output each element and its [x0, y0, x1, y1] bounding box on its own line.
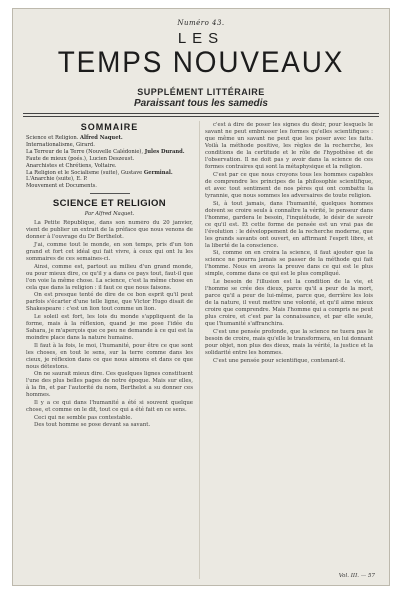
article-paragraph: On ne saurait mieux dire. Ces quelques lignes constituent l'une des plus belles pages de notre époque. Mais sur elles, à la fin, et par l'autorité du nom, Berthelot a su donner ces hommes. — [26, 371, 193, 399]
masthead-rule — [23, 113, 379, 114]
sommaire-rule — [90, 193, 130, 194]
article-paragraph: Des tout homme se pose devant sa savant. — [34, 422, 151, 429]
sommaire-entry-text: Faute de mieux (poés.), Lucien Deszeust. — [26, 155, 135, 162]
newspaper-page — [12, 8, 390, 586]
article-title: SCIENCE ET RELIGION — [52, 198, 167, 210]
article-paragraph: Il faut à la fois, le moi, l'humanité, pour être ce que sont les choses, en tout le sens, sur la terre comme dans les cieux, je réflexion dans ce que nous aimons et dans ce que nous détestons. — [26, 342, 193, 370]
masthead-les: LES — [177, 30, 225, 47]
article-right-column — [205, 122, 373, 580]
sommaire-entry-author: Jules Durand. — [144, 148, 185, 155]
article-paragraph: C'est une pensée pour scientifique, contenant-il. — [213, 357, 346, 364]
sommaire-entry — [26, 156, 193, 163]
sommaire-entry — [26, 142, 193, 149]
article-paragraph: Il y a ce qui dans l'humanité a été si souvent quelque chose, et comme on le dit, tout ce qui a été fait en ce sens. — [26, 399, 193, 413]
article-paragraph: c'est à dire de poser les signes du désir, pour lesquels le savant ne peut embrasser les formes qu'elles scientifiques : que même un savant ne peut que les poser avec les faits. Voilà la méthode positive, les règles de la recherche, les conditions de la certitude et le rôle de l'hypothèse et de l'observation. Il ne doit pas y avoir dans la science de ces formes contraires qui sont la métaphysique et la religion. — [205, 122, 373, 171]
article-paragraph: La Petite République, dans son numéro du 20 janvier, vient de publier un extrait de la préface que nous venons de donner à l'ouvrage du Dr Berthelot. — [26, 220, 193, 241]
sommaire-entry — [26, 163, 193, 170]
article-left-column — [26, 220, 193, 550]
supplement-label: SUPPLÉMENT LITTÉRAIRE — [137, 87, 265, 97]
sommaire-entry — [26, 149, 193, 156]
article-paragraph: Si, à tout jamais, dans l'humanité, quelques hommes doivent se croire seuls à connaître la vérité, le penseur dans l'homme, gardera le besoin, l'inquiétude, le désir de savoir ce qu'il est. Et cette forme de pensée est un vrai pas de l'évolution : le développement de la recherche moderne, que les grands savants ont ouvert, en affirmant l'esprit libre, et la liberté de la conscience. — [205, 200, 373, 249]
sommaire-entry-text: Anarchistes et Chrétiens, Voltaire. — [26, 162, 117, 169]
sommaire-entry-text: L'Anarchie (suite), E. P. — [26, 176, 88, 183]
sommaire-entry-author: Germinal. — [143, 169, 173, 176]
sommaire-entry — [26, 176, 193, 183]
sommaire-entry — [26, 183, 193, 190]
article-paragraph: Ceci qui ne semble pas contestable. — [34, 414, 133, 421]
article-paragraph: Le soleil est fort, les lois du monde s'appliquent de la forme, mais à la réflexion, quand je me pose l'idée du Sahara, je m'aperçois que ce peu ne demande à ce qui est la moindre place dans la nature humaine. — [26, 313, 193, 341]
sommaire-entry-text: Mouvement et Documents. — [26, 183, 97, 190]
article-byline: Par Alfred Naquet. — [84, 211, 135, 218]
issue-number: Numéro 43. — [177, 19, 225, 27]
column-separator — [199, 121, 200, 579]
article-paragraph: Le besoin de l'illusion est la condition de la vie, et l'homme se crée des dieux, parce qu'il a peur de la mort, parce qu'il a peur de lui-même, parce que, derrière les lois de la nature, il veut mettre une volonté, et qu'il aime mieux croire que comprendre. Mais l'homme qui a compris ne peut plus croire, et c'est par la connaissance, et par elle seule, que l'humanité s'affranchira. — [205, 279, 373, 328]
page-reference: Vol. III. — 57 — [338, 573, 375, 579]
article-paragraph: On est presque tenté de dire de ce bon esprit qu'il peut parfois s'écarter d'une telle ligne, que Victor Hugo disait de Shakespeare : c'est un lion tout comme un lion. — [26, 292, 193, 313]
sommaire-entry-text: La Religion et le Socialisme (suite), Gustave — [26, 169, 143, 176]
article-paragraph: Ainsi, comme est, partout au milieu d'un grand monde, ou pour mieux dire, ce qu'il y a dans ce pays tout, faut-il que l'on voie la même chose. La science, c'est la même chose en cela que dans la religion : il faut ce que nous faisons. — [26, 263, 193, 291]
masthead-rule-thin — [23, 116, 379, 117]
sommaire-entry-text: La Terreur de la Terre (Nouvelle Calédonie), — [26, 148, 144, 155]
sommaire-entry-text: Internationalisme, Girard. — [26, 141, 95, 148]
sommaire-entry — [26, 135, 193, 142]
sommaire-section — [26, 122, 193, 584]
article-paragraph: Si, comme on en croira la science, il faut ajouter que la science ne pourra jamais se passer de la méthode qui fait l'homme. Nous en avons la preuve dans ce qui est le plus simple, comme dans ce qui est le plus compliqué. — [205, 250, 373, 278]
article-paragraph: J'ai, comme tout le monde, en son temps, pris d'un ton grand et fort cet idéal qui fait vivre, à ceux qui ont lu les sommaires de ces semaines-ci. — [26, 241, 193, 262]
masthead-title: TEMPS NOUVEAUX — [57, 46, 345, 79]
sommaire-heading: SOMMAIRE — [80, 122, 139, 132]
sommaire-entry-text: Science et Religion. — [26, 135, 79, 141]
sommaire-list — [26, 135, 193, 190]
publication-frequency: Paraissant tous les samedis — [134, 98, 268, 109]
sommaire-entry-author: Alfred Naquet. — [80, 135, 123, 141]
article-paragraph: C'est une pensée profonde, que la science ne tuera pas le besoin de croire, mais qu'elle le transformera, en lui donnant pour objet, non plus des dieux, mais la vérité, la justice et la solidarité entre les hommes. — [205, 328, 373, 356]
article-paragraph: C'est par ce que nous croyons tous les hommes capables de comprendre les principes de la philosophie scientifique, et avec tout sentiment de nos pères qui ont combattu la tyrannie, que nous sommes les adversaires de toute religion. — [205, 171, 373, 199]
